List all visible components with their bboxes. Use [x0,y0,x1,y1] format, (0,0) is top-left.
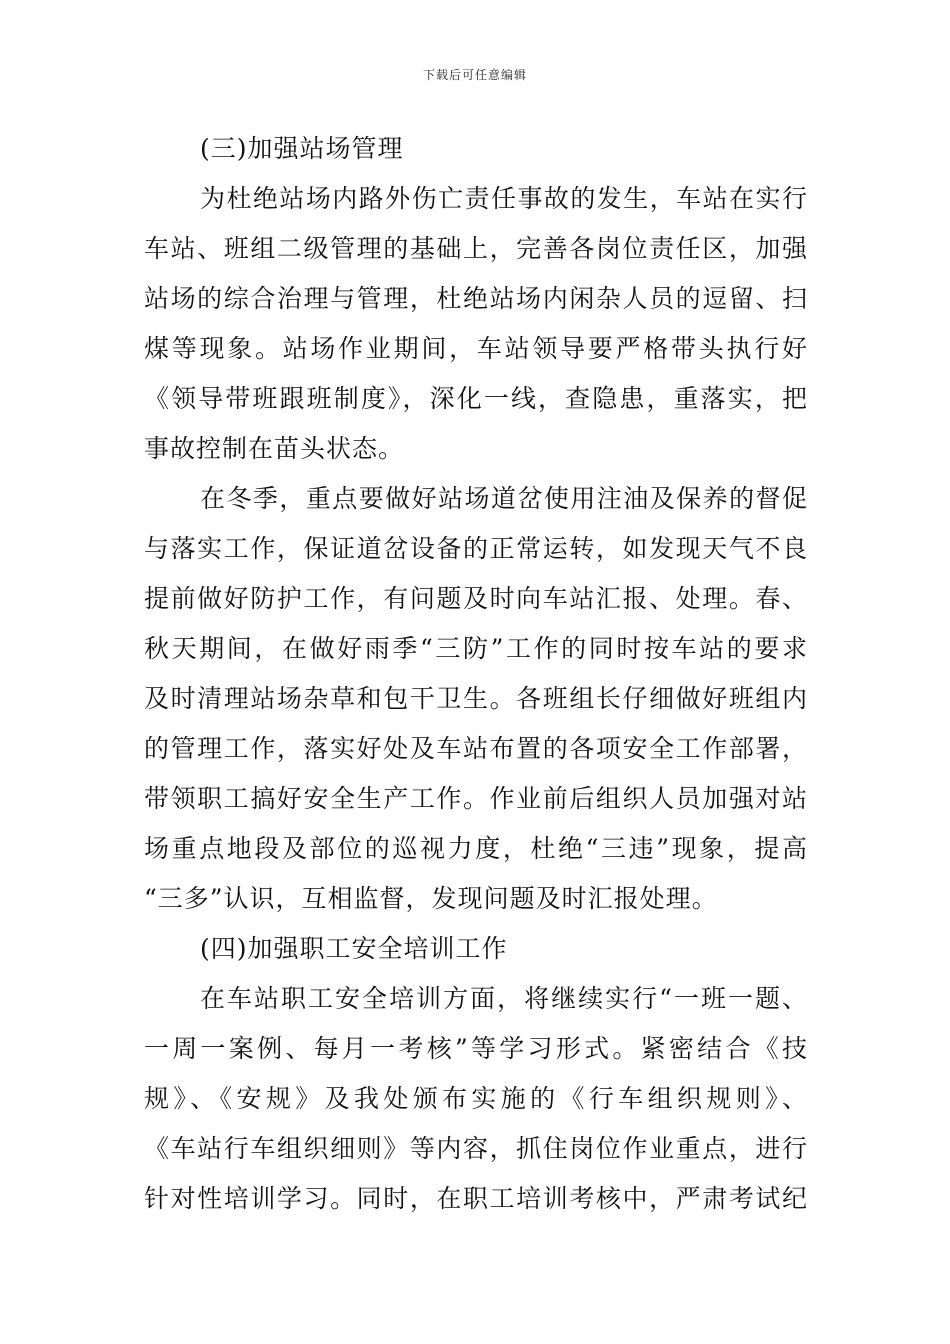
text-line: 及时清理站场杂草和包干卫生。各班组长仔细做好班组内 [144,684,808,713]
text-line: 站场的综合治理与管理，杜绝站场内闲杂人员的逗留、扫 [144,284,808,313]
text-line: 《领导带班跟班制度》，深化一线，查隐患，重落实，把 [144,384,808,413]
text-line: (三)加强站场管理 [200,134,404,163]
text-line: 规》、《安规》及我处颁布实施的《行车组织规则》、 [144,1084,808,1113]
text-line: 在冬季，重点要做好站场道岔使用注油及保养的督促 [200,484,808,513]
text-line: 与落实工作，保证道岔设备的正常运转，如发现天气不良 [144,534,808,563]
text-line: 在车站职工安全培训方面，将继续实行“一班一题、 [200,984,808,1013]
text-line: 秋天期间，在做好雨季“三防”工作的同时按车站的要求 [144,634,808,663]
text-line: 《车站行车组织细则》等内容，抓住岗位作业重点，进行 [144,1134,808,1163]
text-line: (四)加强职工安全培训工作 [200,934,508,963]
page-header-note: 下载后可任意编辑 [422,68,527,82]
text-line: 车站、班组二级管理的基础上，完善各岗位责任区，加强 [144,234,808,263]
text-line: 提前做好防护工作，有问题及时向车站汇报、处理。春、 [144,584,808,613]
text-line: 一周一案例、每月一考核”等学习形式。紧密结合《技 [144,1034,808,1063]
text-line: 事故控制在苗头状态。 [144,434,405,463]
text-line: 的管理工作，落实好处及车站布置的各项安全工作部署， [144,734,808,763]
text-line: “三多”认识，互相监督，发现问题及时汇报处理。 [144,884,718,913]
document-body [144,124,808,1224]
text-line: 煤等现象。站场作业期间，车站领导要严格带头执行好 [144,334,808,363]
text-line: 带领职工搞好安全生产工作。作业前后组织人员加强对站 [144,784,808,813]
text-line: 针对性培训学习。同时，在职工培训考核中，严肃考试纪 [144,1184,808,1213]
text-line: 场重点地段及部位的巡视力度，杜绝“三违”现象，提高 [144,834,808,863]
text-line: 为杜绝站场内路外伤亡责任事故的发生，车站在实行 [200,184,808,213]
